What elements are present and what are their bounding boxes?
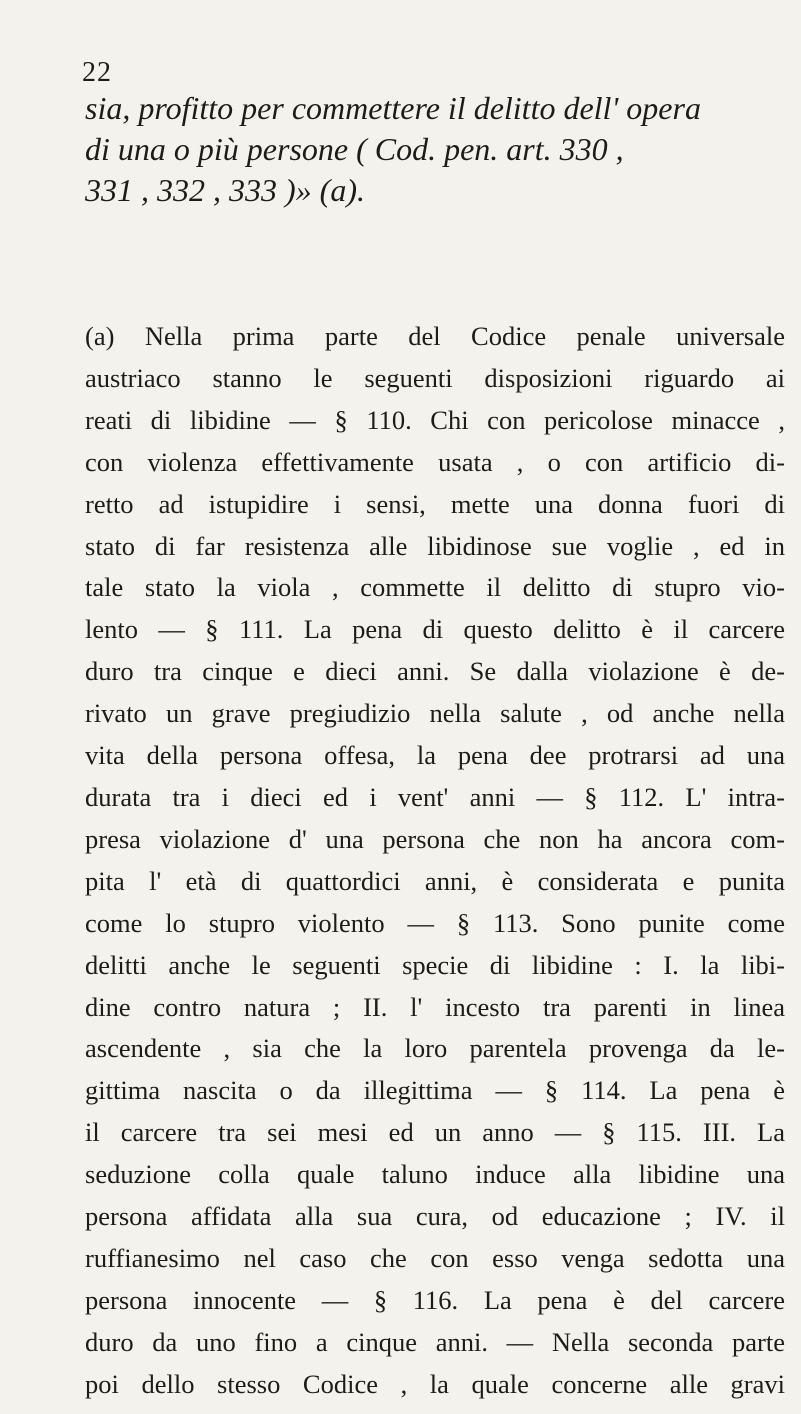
- footnote-line: duro da uno fino a cinque anni. — Nella seconda parte: [85, 1326, 785, 1357]
- footnote-line: vita della persona offesa, la pena dee protrarsi ad una: [85, 740, 785, 771]
- footnote-line: delitti anche le seguenti specie di libidine : I. la libi-: [85, 949, 785, 980]
- footnote-line: stato di far resistenza alle libidinose sue voglie , ed in: [85, 530, 785, 561]
- footnote-line: tale stato la viola , commette il delitto di stupro vio-: [85, 572, 785, 603]
- page-number: 22: [82, 57, 112, 88]
- main-text-line: sia, profitto per commettere il delitto dell' opera: [85, 90, 701, 126]
- footnote-line: duro tra cinque e dieci anni. Se dalla violazione è de-: [85, 656, 785, 687]
- footnote-line: persona innocente — § 116. La pena è del carcere: [85, 1284, 785, 1315]
- main-text-line: di una o più persone ( Cod. pen. art. 330 ,: [85, 131, 624, 167]
- footnote-line: retto ad istupidire i sensi, mette una donna fuori di: [85, 488, 785, 519]
- footnote-line: reati di libidine — § 110. Chi con pericolose minacce ,: [85, 404, 785, 435]
- footnote-line: pita l' età di quattordici anni, è considerata e punita: [85, 865, 785, 896]
- footnote-line: rivato un grave pregiudizio nella salute , od anche nella: [85, 698, 785, 729]
- footnote-line: come lo stupro violento — § 113. Sono punite come: [85, 907, 785, 938]
- footnote-line: il carcere tra sei mesi ed un anno — § 115. III. La: [85, 1117, 785, 1148]
- footnote-line: gittima nascita o da illegittima — § 114. La pena è: [85, 1075, 785, 1106]
- footnote-line: durata tra i dieci ed i vent' anni — § 112. L' intra-: [85, 781, 785, 812]
- footnote-line: con violenza effettivamente usata , o con artificio di-: [85, 446, 785, 477]
- footnote-line: (a) Nella prima parte del Codice penale universale: [85, 321, 785, 351]
- footnote-line: poi dello stesso Codice , la quale concerne alle gravi: [85, 1368, 785, 1399]
- footnote-line: dine contro natura ; II. l' incesto tra parenti in linea: [85, 991, 785, 1022]
- footnote-line: austriaco stanno le seguenti disposizioni riguardo ai: [85, 362, 785, 393]
- footnote-line: ruffianesimo nel caso che con esso venga sedotta una: [85, 1242, 785, 1273]
- footnote-line: ascendente , sia che la loro parentela provenga da le-: [85, 1033, 785, 1064]
- footnote-block: [85, 316, 785, 1406]
- footnote-line: lento — § 111. La pena di questo delitto è il carcere: [85, 614, 785, 645]
- footnote-line: presa violazione d' una persona che non ha ancora com-: [85, 823, 785, 854]
- main-text-line: 331 , 332 , 333 )» (a).: [85, 172, 365, 208]
- main-text-block: [85, 88, 785, 211]
- footnote-line: seduzione colla quale taluno induce alla libidine una: [85, 1159, 785, 1190]
- footnote-line: persona affidata alla sua cura, od educazione ; IV. il: [85, 1201, 785, 1232]
